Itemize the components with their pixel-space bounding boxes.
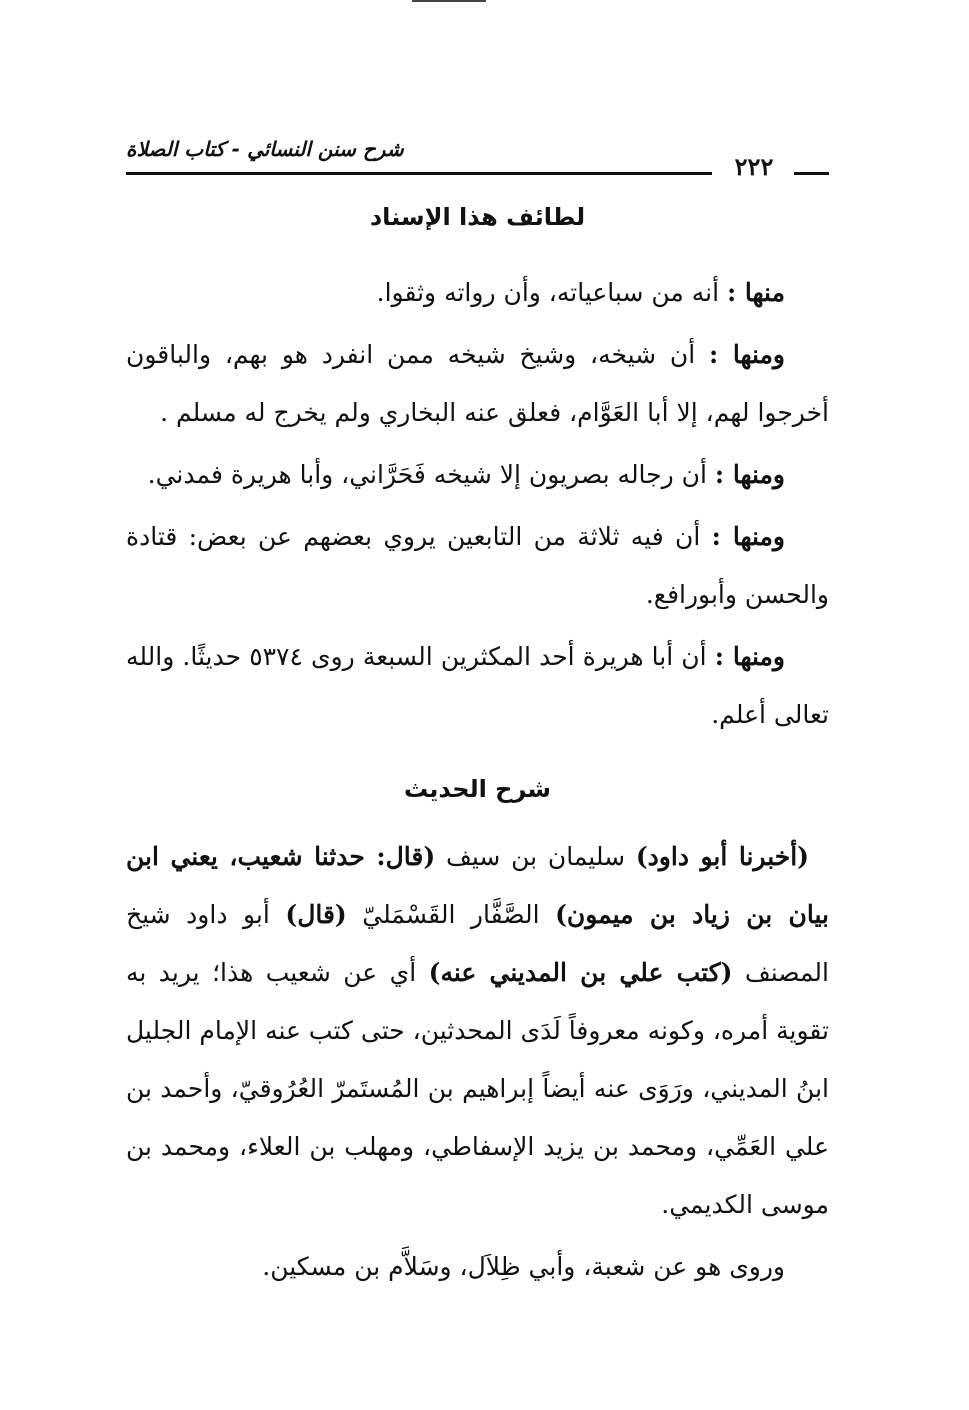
isnad-note-1 bbox=[126, 264, 829, 322]
note-text: أن رجاله بصريون إلا شيخه فَحَرَّاني، وأبا هريرة فمدني. bbox=[147, 460, 715, 489]
note-text: أن فيه ثلاثة من التابعين يروي بعضهم عن بعض: قتادة والحسن وأبورافع. bbox=[126, 522, 829, 609]
quoted-chain: (أخبرنا أبو داود) bbox=[635, 842, 809, 871]
isnad-note-3 bbox=[126, 446, 829, 504]
isnad-note-2 bbox=[126, 326, 829, 442]
note-text: أنه من سباعياته، وأن رواته وثقوا. bbox=[376, 278, 727, 307]
commentary-text: سليمان بن سيف bbox=[435, 842, 636, 871]
isnad-note-5 bbox=[126, 628, 829, 744]
running-title: شرح سنن النسائي - كتاب الصلاة bbox=[126, 137, 404, 161]
commentary-text: أي عن شعيب هذا؛ يريد به تقوية أمره، وكونه معروفاً لَدَى المحدثين، حتى كتب عنه الإمام الجليل ابنُ المديني، ورَوَى عنه أيضاً إبراهيم بن المُستَمرّ العُرُوقيّ، وأحمد بن علي العَمِّي، ومحمد بن يزيد الإسفاطي، ومهلب بن العلاء، ومحمد بن موسى الكديمي. bbox=[126, 958, 829, 1219]
note-lead: ومنها : bbox=[711, 522, 785, 551]
page-header bbox=[126, 130, 829, 180]
page-content bbox=[126, 200, 829, 1296]
note-lead: منها : bbox=[726, 278, 785, 307]
section-heading-sharh: شرح الحديث bbox=[404, 775, 551, 803]
note-text: أن أبا هريرة أحد المكثرين السبعة روى ٥٣٧٤ حديثًا. والله تعالى أعلم. bbox=[126, 642, 829, 729]
quoted-chain: (قال) bbox=[285, 900, 347, 929]
commentary-text: الصَّفَّار القَسْمَليّ bbox=[346, 900, 556, 929]
note-lead: ومنها : bbox=[714, 642, 785, 671]
page-number: ٢٢٢ bbox=[734, 152, 774, 181]
section-heading-isnad: لطائف هذا الإسناد bbox=[369, 203, 586, 231]
page-number-dash bbox=[794, 172, 829, 175]
header-rule bbox=[126, 172, 712, 175]
quoted-chain: (كتب علي بن المديني عنه) bbox=[428, 958, 733, 987]
note-lead: ومنها : bbox=[709, 340, 785, 369]
note-text: أن شيخه، وشيخ شيخه ممن انفرد هو بهم، والباقون أخرجوا لهم، إلا أبا العَوَّام، فعلق عنه البخاري ولم يخرج له مسلم . bbox=[126, 340, 829, 427]
top-rule bbox=[412, 0, 486, 2]
quoted-chain: (قال: حدثنا شعيب، يعني ابن بيان بن زياد بن ميمون) bbox=[126, 842, 829, 929]
isnad-note-4 bbox=[126, 508, 829, 624]
commentary-paragraph bbox=[126, 828, 829, 1234]
note-lead: ومنها : bbox=[714, 460, 785, 489]
commentary-text: أبو داود شيخ المصنف bbox=[126, 900, 829, 987]
commentary-closing: وروى هو عن شعبة، وأبي ظِلاَل، وسَلاَّم بن مسكين. bbox=[262, 1252, 785, 1281]
